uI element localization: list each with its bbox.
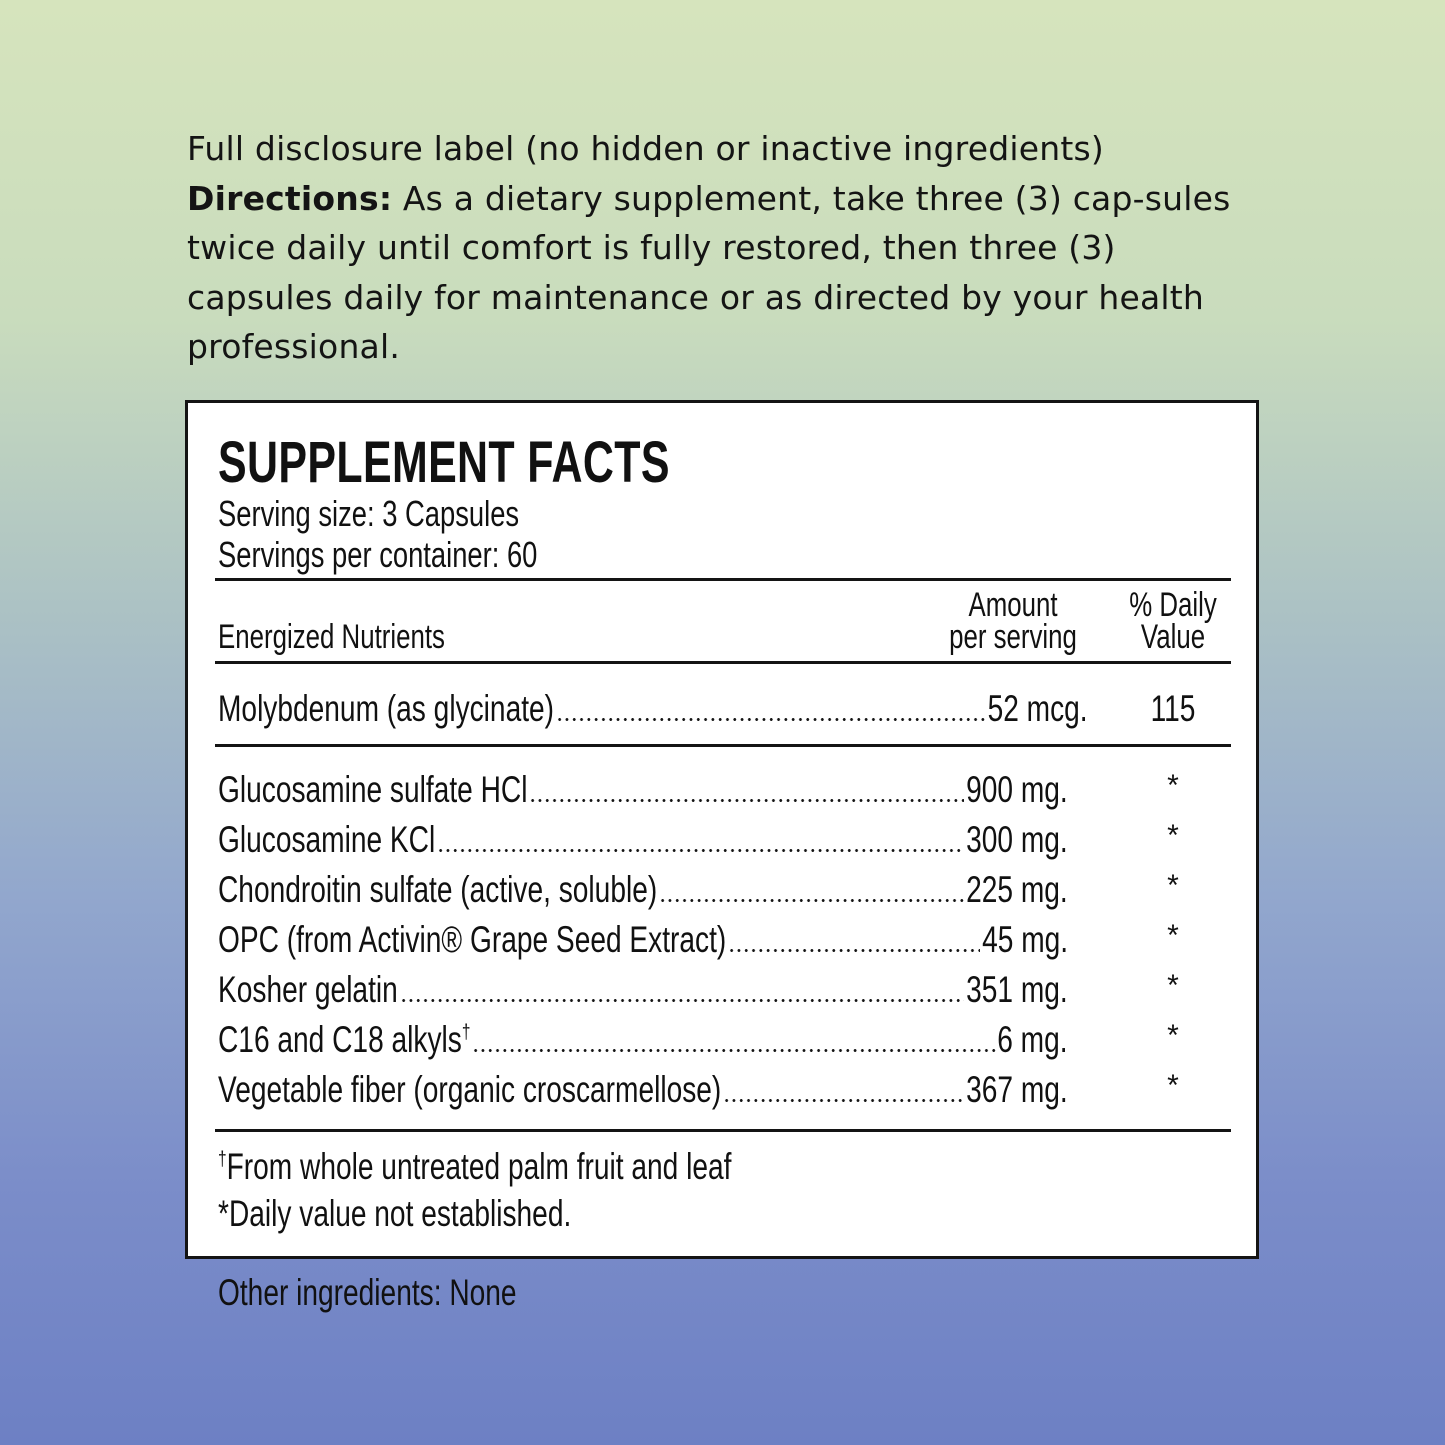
ingredient-daily-value: * bbox=[1167, 1019, 1179, 1052]
ingredient-footnote-mark: † bbox=[461, 1021, 471, 1044]
leader-dots bbox=[728, 949, 980, 952]
footnote-star: *Daily value not established. bbox=[218, 1193, 572, 1234]
ingredient-row bbox=[218, 815, 1068, 865]
serving-size: Serving size: 3 Capsules bbox=[218, 493, 520, 534]
nutrient-amount: 52 mcg. bbox=[987, 688, 1088, 729]
ingredient-amount: 6 mg. bbox=[997, 1019, 1068, 1060]
ingredient-row bbox=[218, 965, 1068, 1015]
footnote-dagger bbox=[218, 1146, 731, 1188]
ingredient-amount: 367 mg. bbox=[966, 1069, 1068, 1110]
divider-top bbox=[215, 578, 1231, 581]
dagger-text: From whole untreated palm fruit and leaf bbox=[226, 1146, 732, 1187]
ingredient-name-text: C16 and C18 alkyls bbox=[218, 1019, 462, 1060]
header-dv-line1: % Daily bbox=[1129, 586, 1217, 624]
ingredient-daily-value: * bbox=[1167, 969, 1179, 1002]
nutrient-name: Molybdenum (as glycinate) bbox=[218, 688, 555, 729]
header-amount bbox=[933, 586, 1093, 656]
supplement-facts-panel bbox=[185, 400, 1259, 1259]
ingredient-name-text: OPC (from Activin® Grape Seed Extract) bbox=[218, 919, 727, 960]
ingredient-name bbox=[218, 865, 657, 915]
leader-dots bbox=[529, 799, 964, 802]
ingredient-daily-value: * bbox=[1167, 769, 1179, 802]
servings-per-container: Servings per container: 60 bbox=[218, 534, 538, 575]
header-daily-value bbox=[1120, 586, 1226, 656]
ingredient-daily-value: * bbox=[1167, 919, 1179, 952]
leader-dots bbox=[472, 1049, 995, 1052]
leader-dots bbox=[437, 849, 964, 852]
other-ingredients: Other ingredients: None bbox=[218, 1272, 517, 1313]
ingredient-daily-value: * bbox=[1167, 869, 1179, 902]
directions-text-block bbox=[187, 124, 1247, 372]
leader-dots bbox=[400, 999, 965, 1002]
facts-title: SUPPLEMENT FACTS bbox=[218, 430, 670, 495]
header-amount-line2: per serving bbox=[949, 618, 1077, 656]
ingredient-amount: 225 mg. bbox=[966, 869, 1068, 910]
ingredient-daily-value: * bbox=[1167, 819, 1179, 852]
ingredient-row bbox=[218, 915, 1068, 965]
header-nutrients: Energized Nutrients bbox=[218, 618, 445, 656]
ingredient-amount: 45 mg. bbox=[982, 919, 1068, 960]
leader-dots bbox=[556, 718, 986, 721]
nutrient-daily-value: 115 bbox=[1150, 688, 1196, 729]
divider-primary bbox=[215, 744, 1231, 747]
ingredient-row bbox=[218, 765, 1068, 815]
ingredient-name-text: Glucosamine sulfate HCl bbox=[218, 769, 528, 810]
ingredient-name bbox=[218, 815, 435, 865]
header-dv-line2: Value bbox=[1140, 618, 1206, 656]
nutrient-row-primary bbox=[218, 684, 1088, 734]
ingredient-row bbox=[218, 1065, 1068, 1115]
ingredient-name bbox=[218, 965, 398, 1015]
directions-label: Directions: bbox=[187, 178, 393, 218]
divider-bottom bbox=[215, 1129, 1231, 1132]
ingredient-amount: 351 mg. bbox=[966, 969, 1068, 1010]
ingredient-name-text: Glucosamine KCl bbox=[218, 819, 436, 860]
ingredient-row bbox=[218, 865, 1068, 915]
ingredient-name bbox=[218, 765, 527, 815]
directions-paragraph bbox=[187, 174, 1247, 372]
ingredient-daily-value: * bbox=[1167, 1069, 1179, 1102]
ingredient-name-text: Kosher gelatin bbox=[218, 969, 398, 1010]
ingredient-amount: 300 mg. bbox=[966, 819, 1068, 860]
ingredient-name bbox=[218, 915, 726, 965]
leader-dots bbox=[723, 1099, 964, 1102]
header-amount-line1: Amount bbox=[968, 586, 1058, 624]
leader-dots bbox=[659, 899, 964, 902]
ingredient-name-text: Chondroitin sulfate (active, soluble) bbox=[218, 869, 658, 910]
ingredient-name-text: Vegetable fiber (organic croscarmellose) bbox=[218, 1069, 722, 1110]
ingredient-amount: 900 mg. bbox=[966, 769, 1068, 810]
divider-header bbox=[215, 661, 1231, 664]
directions-body: As a dietary supplement, take three (3) cap-sules twice daily until comfort is fully restored, then three (3) capsules daily for maintenance or as directed by your health professional. bbox=[187, 178, 1231, 366]
ingredient-row bbox=[218, 1015, 1068, 1065]
disclosure-line: Full disclosure label (no hidden or inactive ingredients) bbox=[187, 129, 1104, 168]
ingredient-name bbox=[218, 1065, 721, 1115]
dagger-mark: † bbox=[218, 1148, 227, 1171]
ingredient-name bbox=[218, 1015, 470, 1065]
